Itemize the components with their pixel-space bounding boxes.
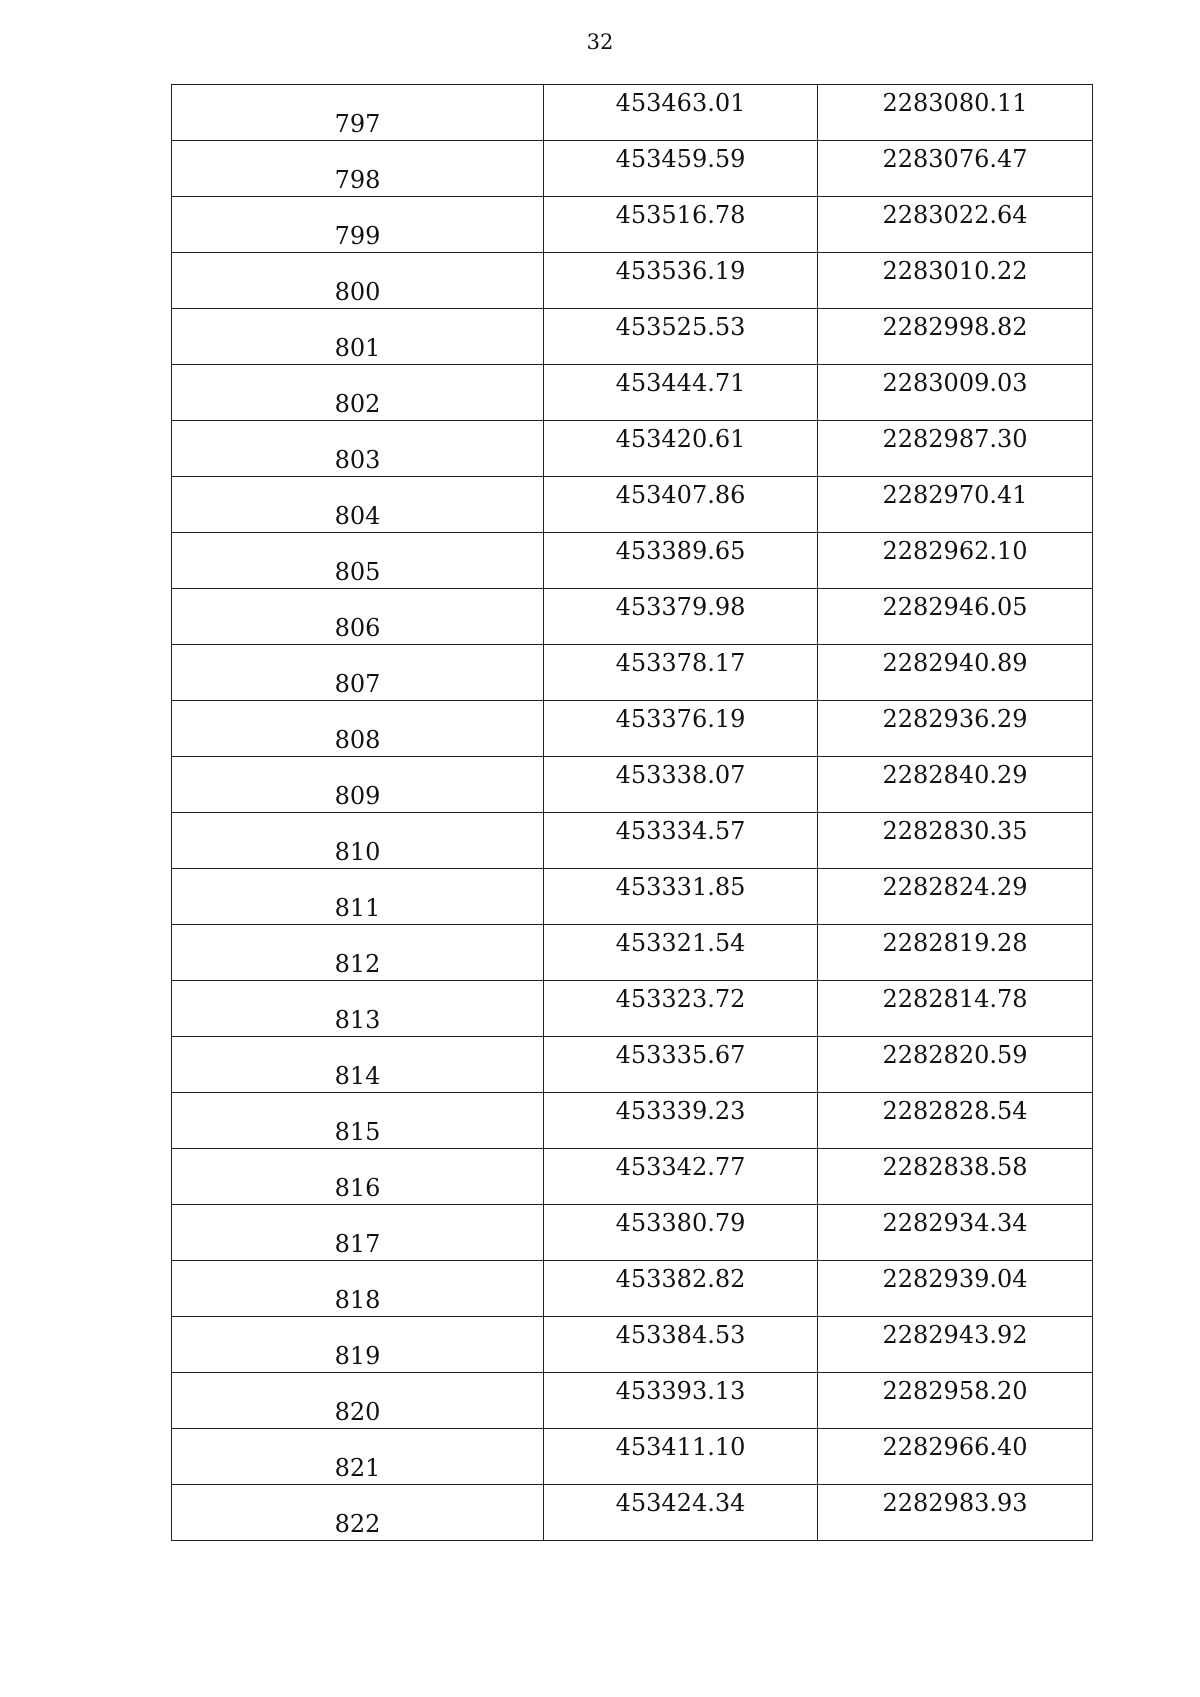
point-number-cell: 802 [172,365,544,421]
table-row [172,589,1093,645]
table-row [172,757,1093,813]
x-coordinate-cell: 453459.59 [544,141,818,197]
table-row [172,1485,1093,1541]
x-coordinate-cell: 453393.13 [544,1373,818,1429]
point-number-cell: 809 [172,757,544,813]
page-number: 32 [586,30,614,54]
table-row [172,533,1093,589]
table-row [172,1149,1093,1205]
point-number-cell: 803 [172,421,544,477]
table-row [172,1037,1093,1093]
point-number-cell: 819 [172,1317,544,1373]
y-coordinate-cell: 2282943.92 [818,1317,1093,1373]
y-coordinate-cell: 2283010.22 [818,253,1093,309]
table-row [172,421,1093,477]
table-row [172,869,1093,925]
x-coordinate-cell: 453380.79 [544,1205,818,1261]
point-number-cell: 808 [172,701,544,757]
y-coordinate-cell: 2282958.20 [818,1373,1093,1429]
x-coordinate-cell: 453407.86 [544,477,818,533]
x-coordinate-cell: 453376.19 [544,701,818,757]
table-row [172,813,1093,869]
y-coordinate-cell: 2282814.78 [818,981,1093,1037]
x-coordinate-cell: 453335.67 [544,1037,818,1093]
table-row [172,645,1093,701]
table-row [172,309,1093,365]
table-row [172,1317,1093,1373]
y-coordinate-cell: 2282987.30 [818,421,1093,477]
point-number-cell: 812 [172,925,544,981]
y-coordinate-cell: 2282830.35 [818,813,1093,869]
y-coordinate-cell: 2282840.29 [818,757,1093,813]
x-coordinate-cell: 453331.85 [544,869,818,925]
x-coordinate-cell: 453382.82 [544,1261,818,1317]
table-row [172,1373,1093,1429]
table-row [172,1429,1093,1485]
point-number-cell: 798 [172,141,544,197]
y-coordinate-cell: 2283076.47 [818,141,1093,197]
x-coordinate-cell: 453384.53 [544,1317,818,1373]
point-number-cell: 806 [172,589,544,645]
table-row [172,1205,1093,1261]
x-coordinate-cell: 453389.65 [544,533,818,589]
point-number-cell: 807 [172,645,544,701]
x-coordinate-cell: 453323.72 [544,981,818,1037]
y-coordinate-cell: 2283080.11 [818,85,1093,141]
x-coordinate-cell: 453379.98 [544,589,818,645]
point-number-cell: 817 [172,1205,544,1261]
y-coordinate-cell: 2282939.04 [818,1261,1093,1317]
y-coordinate-cell: 2282998.82 [818,309,1093,365]
y-coordinate-cell: 2282946.05 [818,589,1093,645]
x-coordinate-cell: 453424.34 [544,1485,818,1541]
point-number-cell: 815 [172,1093,544,1149]
x-coordinate-cell: 453463.01 [544,85,818,141]
point-number-cell: 813 [172,981,544,1037]
y-coordinate-cell: 2282824.29 [818,869,1093,925]
table-row [172,981,1093,1037]
table-row [172,197,1093,253]
coordinates-table [171,84,1093,1541]
point-number-cell: 805 [172,533,544,589]
y-coordinate-cell: 2282966.40 [818,1429,1093,1485]
table-row [172,477,1093,533]
coordinates-table-body [172,85,1093,1541]
x-coordinate-cell: 453536.19 [544,253,818,309]
table-row [172,701,1093,757]
point-number-cell: 797 [172,85,544,141]
point-number-cell: 821 [172,1429,544,1485]
y-coordinate-cell: 2282820.59 [818,1037,1093,1093]
point-number-cell: 822 [172,1485,544,1541]
y-coordinate-cell: 2283022.64 [818,197,1093,253]
x-coordinate-cell: 453334.57 [544,813,818,869]
y-coordinate-cell: 2282970.41 [818,477,1093,533]
table-row [172,365,1093,421]
point-number-cell: 810 [172,813,544,869]
point-number-cell: 818 [172,1261,544,1317]
table-row [172,1093,1093,1149]
table-row [172,925,1093,981]
table-row [172,85,1093,141]
x-coordinate-cell: 453411.10 [544,1429,818,1485]
x-coordinate-cell: 453342.77 [544,1149,818,1205]
x-coordinate-cell: 453525.53 [544,309,818,365]
point-number-cell: 816 [172,1149,544,1205]
x-coordinate-cell: 453339.23 [544,1093,818,1149]
table-row [172,1261,1093,1317]
y-coordinate-cell: 2282934.34 [818,1205,1093,1261]
point-number-cell: 800 [172,253,544,309]
point-number-cell: 811 [172,869,544,925]
x-coordinate-cell: 453378.17 [544,645,818,701]
point-number-cell: 799 [172,197,544,253]
point-number-cell: 801 [172,309,544,365]
y-coordinate-cell: 2282962.10 [818,533,1093,589]
point-number-cell: 814 [172,1037,544,1093]
y-coordinate-cell: 2282983.93 [818,1485,1093,1541]
x-coordinate-cell: 453516.78 [544,197,818,253]
x-coordinate-cell: 453420.61 [544,421,818,477]
y-coordinate-cell: 2282940.89 [818,645,1093,701]
table-row [172,253,1093,309]
y-coordinate-cell: 2282828.54 [818,1093,1093,1149]
x-coordinate-cell: 453338.07 [544,757,818,813]
x-coordinate-cell: 453321.54 [544,925,818,981]
y-coordinate-cell: 2282838.58 [818,1149,1093,1205]
point-number-cell: 820 [172,1373,544,1429]
table-row [172,141,1093,197]
x-coordinate-cell: 453444.71 [544,365,818,421]
point-number-cell: 804 [172,477,544,533]
y-coordinate-cell: 2283009.03 [818,365,1093,421]
y-coordinate-cell: 2282819.28 [818,925,1093,981]
y-coordinate-cell: 2282936.29 [818,701,1093,757]
